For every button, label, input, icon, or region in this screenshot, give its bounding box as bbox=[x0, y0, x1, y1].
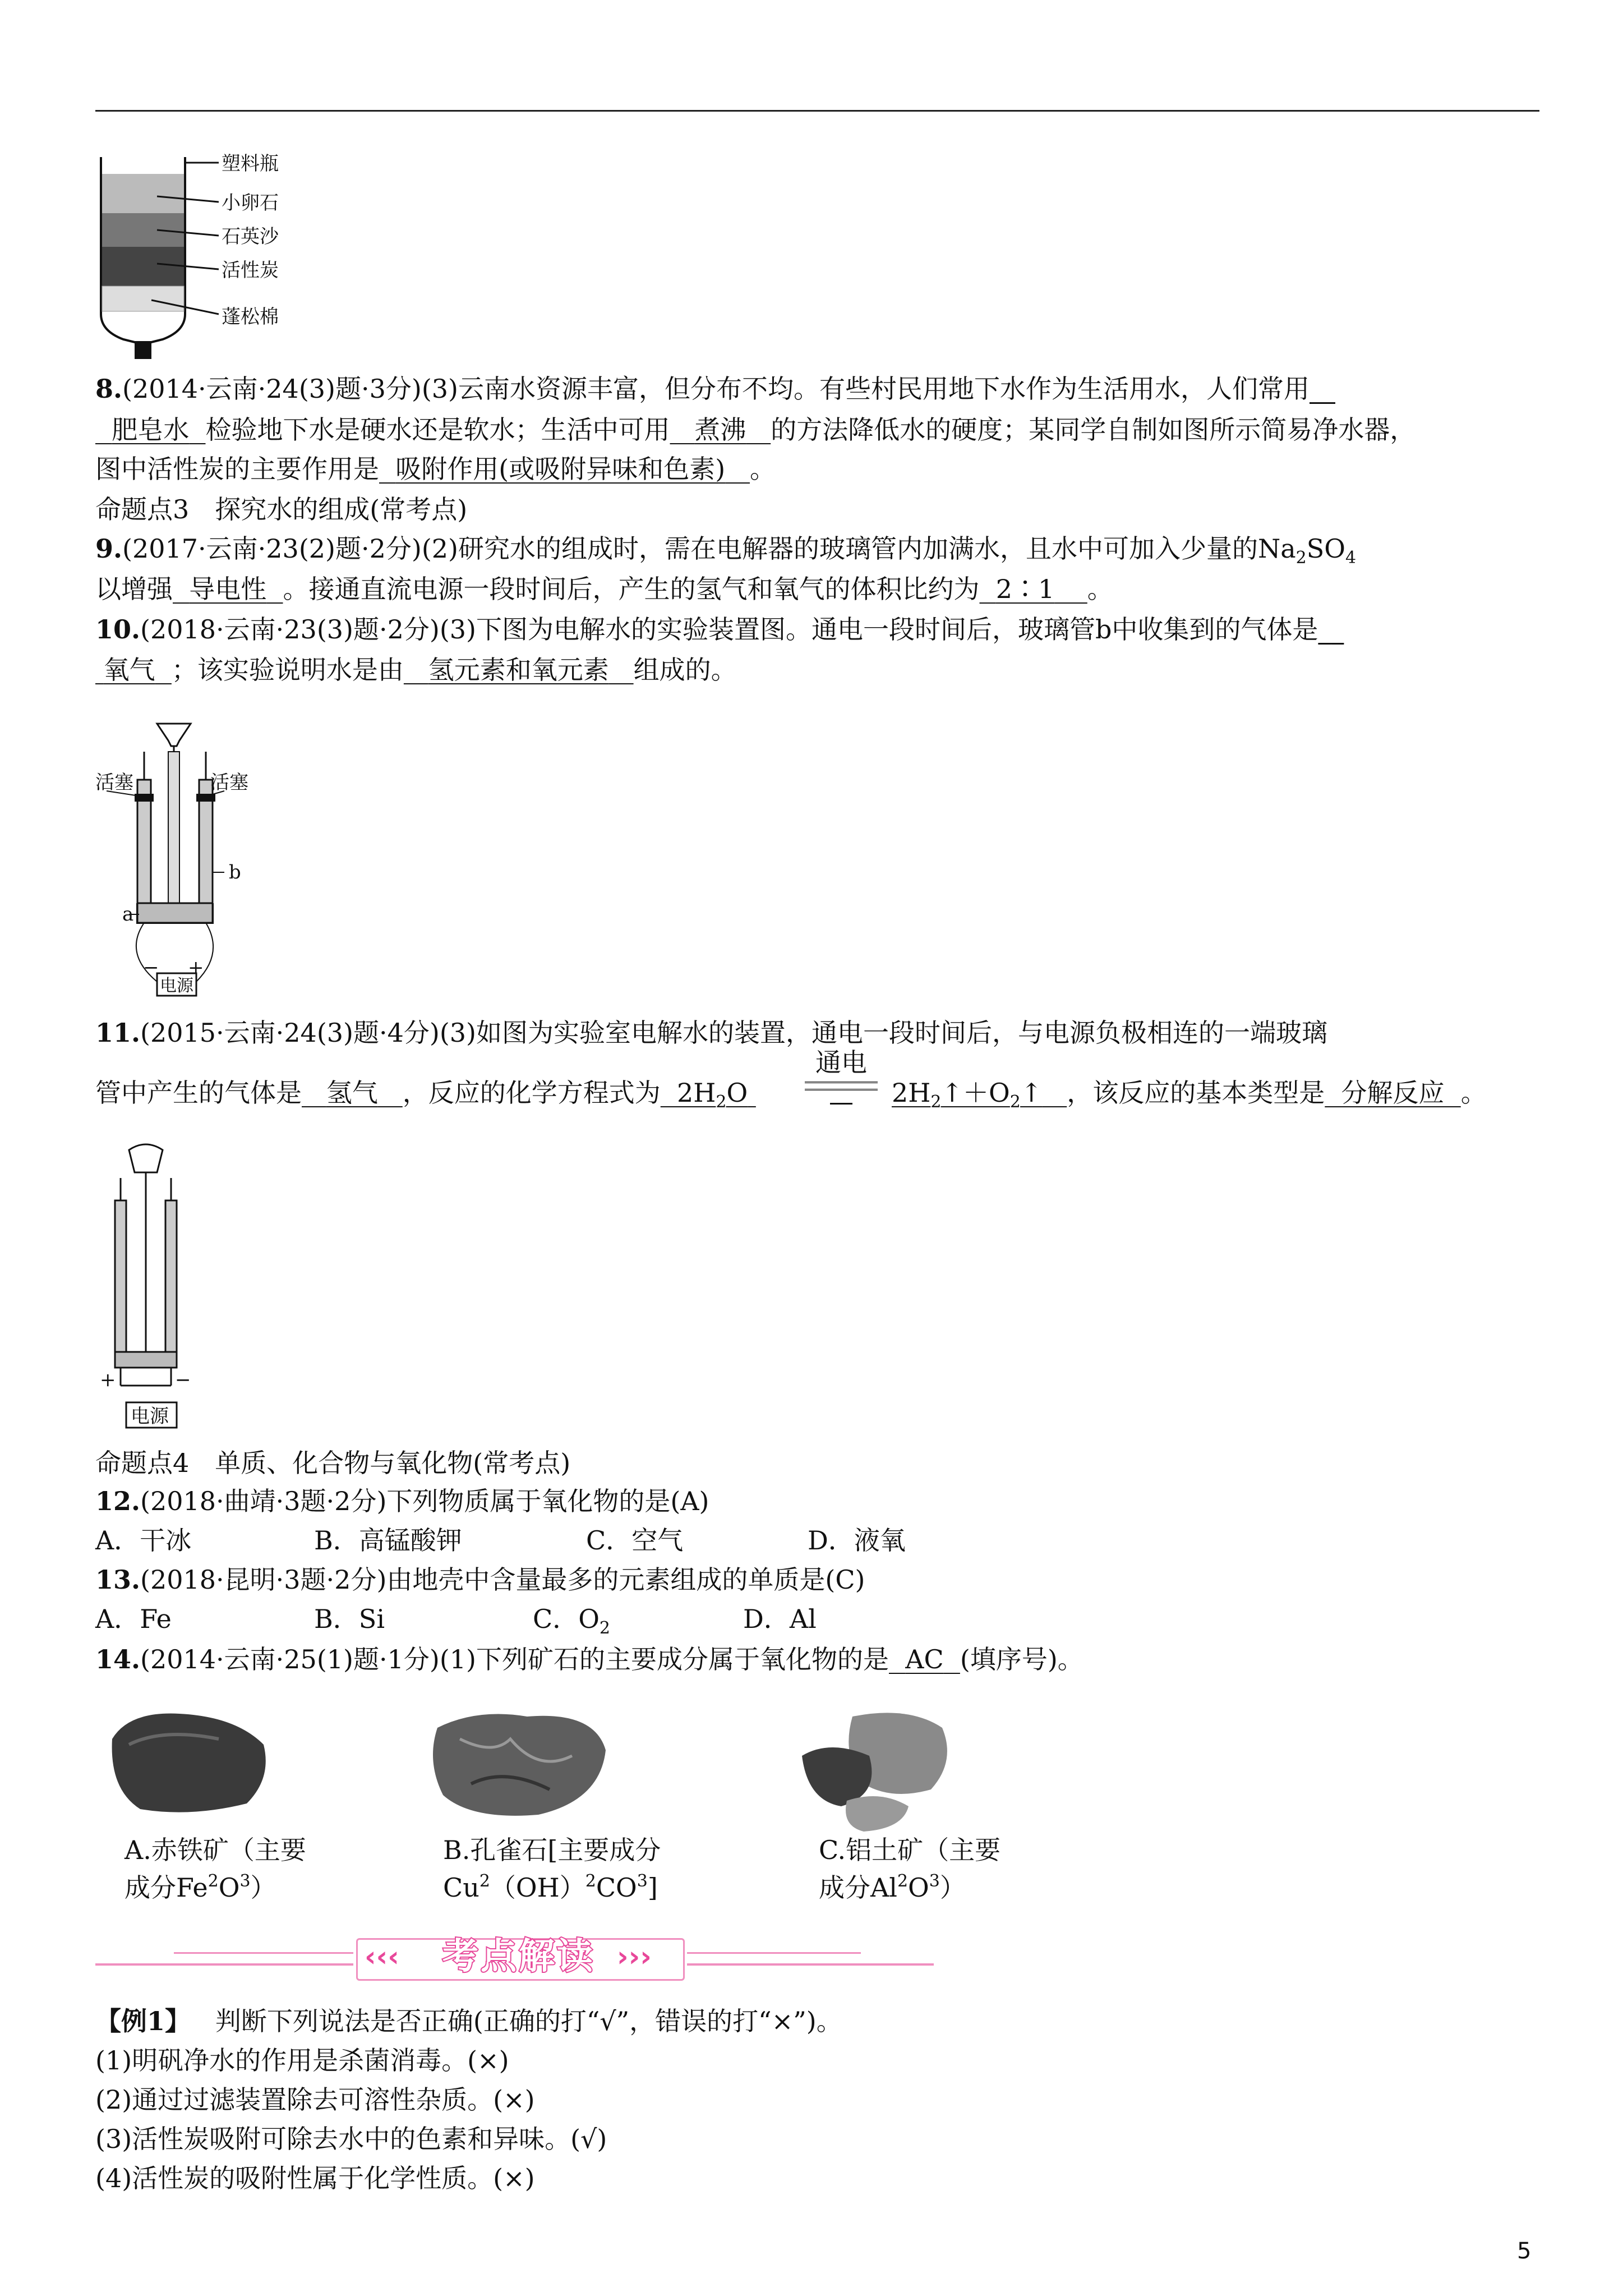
example1-item-2: (2)通过过滤装置除去可溶性杂质。(×) bbox=[95, 2085, 535, 2115]
q10-answer1: 氧气 bbox=[103, 655, 155, 685]
q13-option-d: D．Al bbox=[743, 1604, 817, 1634]
fig11-minus: − bbox=[175, 1369, 191, 1391]
q11-equation-left: $2H_2O$ bbox=[677, 1078, 748, 1112]
q8-line3: 图中活性炭的主要作用是 吸附作用(或吸附异味和色素) 。 bbox=[95, 454, 776, 484]
q8-line1: 8.(2014·云南·24(3)题·3分)(3)云南水资源丰富，但分布不均。有些村民用地下水作为生活用水，人们常用__ bbox=[95, 374, 1335, 404]
q13-option-b: B．Si bbox=[314, 1604, 385, 1634]
topic3-heading: 命题点3 探究水的组成(常考点) bbox=[95, 494, 468, 524]
ore-b-caption: B.孔雀石[主要成分 $Cu^2(OH)^2CO^3$] bbox=[443, 1835, 661, 1903]
example1-item-1: (1)明矾净水的作用是杀菌消毒。(×) bbox=[95, 2045, 509, 2076]
example1-item-4: (4)活性炭的吸附性属于化学性质。(×) bbox=[95, 2163, 535, 2193]
banner-right-line bbox=[687, 1963, 934, 1966]
banner-right-line-2 bbox=[687, 1952, 861, 1954]
q10-line2: 氧气 ；该实验说明水是由 氢元素和氧元素 组成的。 bbox=[95, 654, 737, 685]
banner-left-line bbox=[95, 1963, 353, 1966]
fig10-label-a: a bbox=[122, 903, 134, 926]
q11-answer1: 氢气 bbox=[326, 1078, 378, 1108]
q13-option-c: C．$O_2$ bbox=[533, 1604, 611, 1638]
banner-title: 考点解读 bbox=[442, 1936, 595, 1977]
fig10-stopcock-left-label: 活塞 bbox=[95, 771, 133, 794]
q10-answer2: 氢元素和氧元素 bbox=[428, 655, 609, 685]
banner-left-chevrons: ‹‹‹ bbox=[365, 1940, 399, 1973]
ore-bauxite-image bbox=[796, 1705, 959, 1834]
filter-label-activated-carbon: 活性炭 bbox=[222, 259, 279, 282]
q12-option-d: D．液氧 bbox=[808, 1525, 906, 1556]
page-number: 5 bbox=[1517, 2238, 1532, 2264]
electrolysis-figure-2 bbox=[95, 1139, 241, 1430]
filter-label-quartz-sand: 石英沙 bbox=[222, 226, 279, 248]
header-rule bbox=[95, 110, 1539, 112]
q13-stem: 13.(2018·昆明·3题·2分)由地壳中含量最多的元素组成的单质是(C) bbox=[95, 1565, 865, 1595]
water-filter-figure bbox=[90, 151, 314, 365]
fig10-stopcock-right-label: 活塞 bbox=[210, 771, 248, 794]
q8-answer2: 煮沸 bbox=[694, 415, 746, 445]
q9-answer1: 导电性 bbox=[189, 574, 267, 604]
q11-reaction-condition: 通电 bbox=[805, 1047, 878, 1105]
q11-line2-cont: $2H_2↑+O_2↑$ ，该反应的基本类型是 分解反应 。 bbox=[892, 1078, 1487, 1112]
q13-option-a: A．Fe bbox=[95, 1604, 172, 1634]
example1-item-3: (3)活性炭吸附可除去水中的色素和异味。(√) bbox=[95, 2124, 607, 2154]
filter-label-pebbles: 小卵石 bbox=[222, 192, 279, 214]
ore-malachite-image bbox=[426, 1705, 611, 1823]
banner-left-line-2 bbox=[174, 1952, 353, 1954]
q8-line2: 肥皂水 检验地下水是硬水还是软水；生活中可用 煮沸 的方法降低水的硬度；某同学自制如图所示简易净水器， bbox=[95, 414, 1415, 445]
fig10-power-label: 电源 bbox=[160, 976, 193, 996]
q14-stem: 14.(2014·云南·25(1)题·1分)(1)下列矿石的主要成分属于氧化物的是 AC (填序号)。 bbox=[95, 1644, 1083, 1674]
q11-answer3: 分解反应 bbox=[1341, 1078, 1445, 1108]
filter-label-cotton: 蓬松棉 bbox=[222, 306, 279, 328]
q10-line1: 10.(2018·云南·23(3)题·2分)(3)下图为电解水的实验装置图。通电一段时间后，玻璃管b中收集到的气体是__ bbox=[95, 614, 1344, 645]
q14-answer: AC bbox=[905, 1644, 944, 1674]
q12-stem: 12.(2018·曲靖·3题·2分)下列物质属于氧化物的是(A) bbox=[95, 1486, 709, 1516]
fig10-minus: − bbox=[143, 956, 159, 979]
q11-line2: 管中产生的气体是 氢气 ，反应的化学方程式为 $2H_2O$ bbox=[95, 1077, 756, 1118]
banner-right-chevrons: ››› bbox=[617, 1940, 652, 1973]
fig10-label-b: b bbox=[229, 861, 241, 884]
fig10-plus: + bbox=[188, 956, 204, 979]
q12-option-a: A．干冰 bbox=[95, 1525, 192, 1556]
q9-answer2: 2∶1 bbox=[995, 574, 1055, 604]
q12-option-c: C．空气 bbox=[586, 1525, 684, 1556]
ore-hematite-image bbox=[107, 1705, 275, 1818]
fig11-power-label: 电源 bbox=[131, 1405, 169, 1428]
q8-answer1: 肥皂水 bbox=[112, 415, 190, 445]
fig11-plus: + bbox=[100, 1369, 116, 1391]
ore-a-caption: A.赤铁矿（主要 成分$Fe^2O^3$） bbox=[125, 1835, 306, 1903]
filter-label-bottle: 塑料瓶 bbox=[222, 153, 279, 175]
q11-equation-right: $2H_2↑+O_2↑$ bbox=[892, 1078, 1043, 1112]
q9-line2: 以增强 导电性 。接通直流电源一段时间后，产生的氢气和氧气的体积比约为 2∶1 。 bbox=[95, 574, 1113, 604]
q9-line1: 9.(2017·云南·23(2)题·2分)(2)研究水的组成时，需在电解器的玻璃管内加满水，且水中可加入少量的$Na_2SO_4$ bbox=[95, 533, 1357, 568]
example1-stem: 【例1】 判断下列说法是否正确(正确的打“√”，错误的打“×”)。 bbox=[95, 2006, 842, 2036]
q12-option-b: B．高锰酸钾 bbox=[314, 1525, 462, 1556]
ore-c-caption: C.铝土矿（主要 成分$Al^2O^3$） bbox=[819, 1835, 1001, 1903]
q11-line1: 11.(2015·云南·24(3)题·4分)(3)如图为实验室电解水的装置，通电一段时间后，与电源负极相连的一端玻璃 bbox=[95, 1018, 1327, 1048]
q8-answer3: 吸附作用(或吸附异味和色素) bbox=[395, 454, 726, 484]
topic4-heading: 命题点4 单质、化合物与氧化物(常考点) bbox=[95, 1448, 571, 1478]
